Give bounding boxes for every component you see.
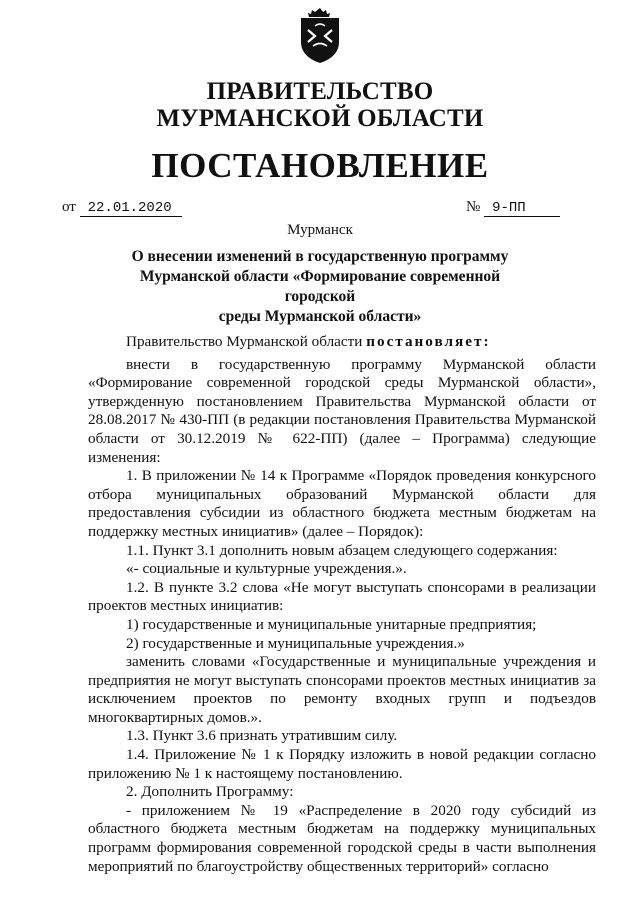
org-title-line2: МУРМАНСКОЙ ОБЛАСТИ bbox=[156, 105, 484, 132]
body-paragraph: 2. Дополнить Программу: bbox=[126, 783, 294, 801]
date-prefix: от bbox=[62, 199, 76, 215]
date-field bbox=[62, 197, 182, 217]
body-paragraph: - приложением № 19 «Распределение в 2020 году субсидий из областного бюджета местным бюджетам на поддержку муниципальных программ формирования современной городской среды в части выполнения мероприятий по благоустройству общественных территорий» согласно bbox=[88, 801, 596, 875]
body-paragraph: заменить словами «Государственные и муниципальные учреждения и предприятия не могут выступать спонсорами проектов местных инициатив за исключением проектов по ремонту входных групп и подъездов многоквартирных домов.». bbox=[88, 653, 596, 726]
heading-line: О внесении изменений в государственную программу bbox=[131, 248, 509, 265]
date-value: 22.01.2020 bbox=[80, 200, 182, 217]
coat-of-arms-emblem bbox=[296, 6, 344, 64]
number-value: 9-ПП bbox=[484, 200, 560, 217]
number-field bbox=[466, 197, 560, 217]
document-type-title: ПОСТАНОВЛЕНИЕ bbox=[151, 146, 489, 185]
body-paragraph: 1. В приложении № 14 к Программе «Порядок проведения конкурсного отбора муниципальных образований Мурманской области для предоставления субсидии из областного бюджета местным бюджетам на поддержку местных инициатив» (далее – Порядок): bbox=[88, 467, 596, 540]
document-body bbox=[88, 333, 596, 876]
body-paragraph: 1.1. Пункт 3.1 дополнить новым абзацем следующего содержания: bbox=[126, 541, 558, 559]
number-prefix: № bbox=[466, 199, 481, 215]
body-paragraph: 1.4. Приложение № 1 к Порядку изложить в новой редакции согласно приложению № 1 к настоящему постановлению. bbox=[88, 746, 596, 782]
intro-paragraph bbox=[88, 333, 596, 352]
body-paragraph: 1) государственные и муниципальные унитарные предприятия; bbox=[126, 615, 537, 633]
body-paragraph: «- социальные и культурные учреждения.». bbox=[126, 560, 407, 578]
org-title-line1: ПРАВИТЕЛЬСТВО bbox=[206, 78, 434, 105]
intro-text: Правительство Мурманской области bbox=[126, 333, 367, 350]
heading-line: среды Мурманской области» bbox=[218, 308, 422, 325]
document-heading bbox=[110, 247, 530, 327]
city-name: Мурманск bbox=[287, 222, 353, 238]
body-paragraph: 1.3. Пункт 3.6 признать утратившим силу. bbox=[126, 727, 398, 745]
body-paragraph: 2) государственные и муниципальные учреждения.» bbox=[126, 634, 465, 652]
body-paragraph: 1.2. В пункте 3.2 слова «Не могут выступать спонсорами в реализации проектов местных инициатив: bbox=[88, 578, 596, 615]
body-paragraph: внести в государственную программу Мурманской области «Формирование современной городской среды Мурманской области», утвержденную постановлением Правительства Мурманской области от 28.08.2017 № 430-ПП (в редакции постановления Правительства Мурманской области от 30.12.2019 № 622-ПП) (далее – Программа) следующие изменения: bbox=[88, 355, 596, 466]
heading-line: Мурманской области «Формирование современной городской bbox=[139, 268, 501, 305]
intro-decree-word: постановляет: bbox=[366, 333, 491, 350]
